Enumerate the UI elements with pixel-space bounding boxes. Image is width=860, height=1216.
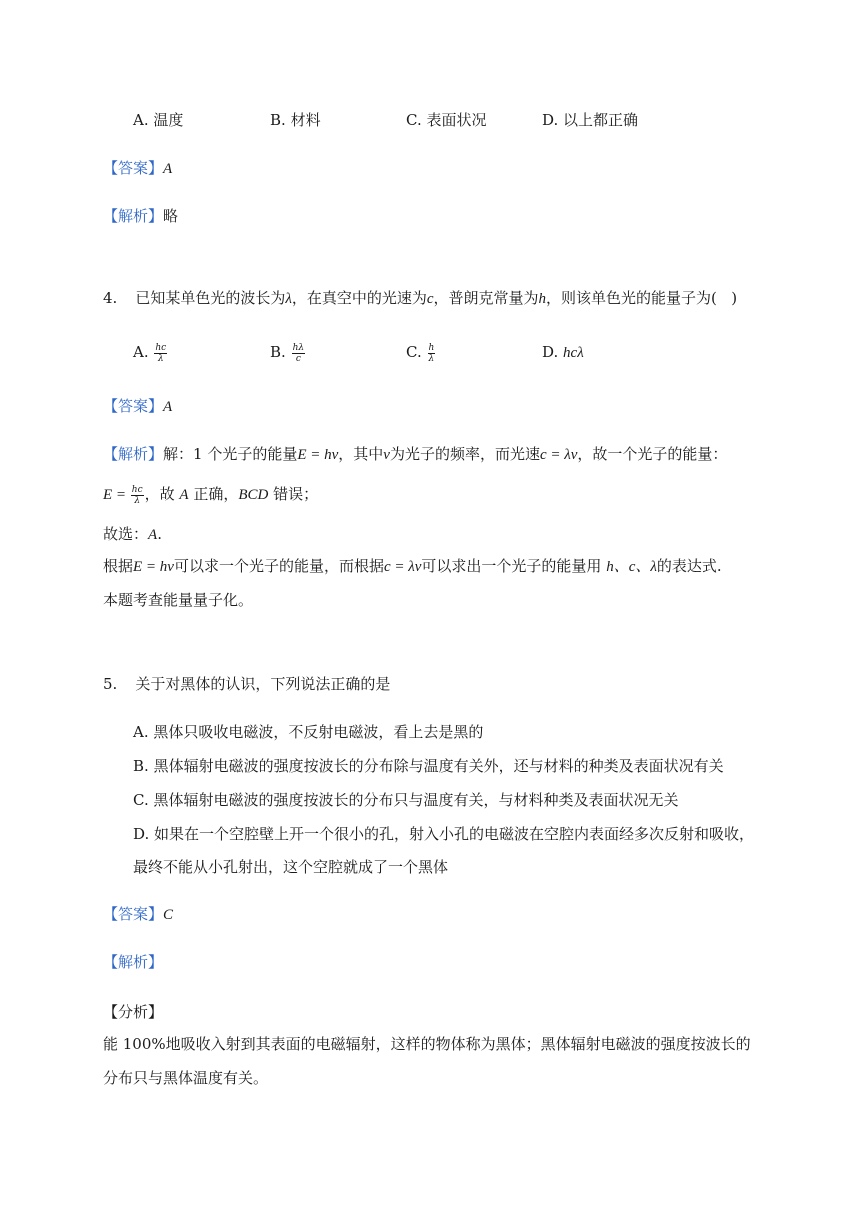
q3-analysis: 【解析】略 — [103, 207, 179, 225]
q5-option-a: A. 黑体只吸收电磁波，不反射电磁波，看上去是黑的 — [133, 723, 484, 741]
q4-answer: 【答案】A — [103, 397, 173, 415]
q4-analysis-line-5: 本题考查能量量子化。 — [103, 591, 254, 609]
q5-fenxi-line-2: 分布只与黑体温度有关。 — [103, 1069, 269, 1087]
q4-analysis-line-3: 故选：A. — [103, 525, 162, 543]
q5-fenxi-tag: 【分析】 — [103, 1003, 164, 1021]
q5-option-b: B. 黑体辐射电磁波的强度按波长的分布除与温度有关外，还与材料的种类及表面状况有关 — [133, 757, 724, 775]
q4-option-d: D. hcλ — [542, 343, 584, 361]
answer-tag: 【答案】 — [103, 159, 164, 177]
q4-option-a: A. $\frac{hc}{\lambda}$ — [133, 342, 167, 364]
q5-option-d: D. 如果在一个空腔壁上开一个很小的孔，射入小孔的电磁波在空腔内表面经多次反射和吸收， — [133, 825, 755, 843]
q4-stem: 4. 已知某单色光的波长为λ，在真空中的光速为c，普朗克常量为h，则该单色光的能量子为( ) — [103, 289, 738, 307]
q5-option-c: C. 黑体辐射电磁波的强度按波长的分布只与温度有关，与材料种类及表面状况无关 — [133, 791, 679, 809]
q3-option-d: D. 以上都正确 — [542, 111, 639, 129]
analysis-tag: 【解析】 — [103, 207, 164, 225]
q5-stem: 5. 关于对黑体的认识，下列说法正确的是 — [103, 675, 391, 693]
q5-option-d-cont: 最终不能从小孔射出，这个空腔就成了一个黑体 — [133, 858, 449, 876]
q3-option-b: B. 材料 — [270, 111, 321, 129]
q5-answer: 【答案】C — [103, 905, 174, 923]
q3-option-c: C. 表面状况 — [406, 111, 487, 129]
q4-option-b: B. $\frac{h\lambda}{c}$ — [270, 342, 305, 364]
q4-analysis-line-2: E = $\frac{hc}{\lambda}$ ，故 A 正确，BCD 错误； — [103, 484, 319, 506]
q3-option-a: A. 温度 — [133, 111, 184, 129]
q4-analysis-line-1: 【解析】解：1 个光子的能量E = hν，其中ν为光子的频率，而光速c = λν，故一个光子的能量： — [103, 445, 728, 463]
q5-fenxi-line-1: 能 100%地吸收入射到其表面的电磁辐射，这样的物体称为黑体；黑体辐射电磁波的强度按波长的 — [103, 1035, 751, 1053]
q3-answer: 【答案】A — [103, 159, 173, 177]
q4-option-c: C. $\frac{h}{\lambda}$ — [406, 342, 435, 364]
q5-analysis: 【解析】 — [103, 953, 164, 971]
q4-analysis-line-4: 根据E = hν可以求一个光子的能量，而根据c = λν可以求出一个光子的能量用 h、c、λ的表达式. — [103, 557, 722, 575]
